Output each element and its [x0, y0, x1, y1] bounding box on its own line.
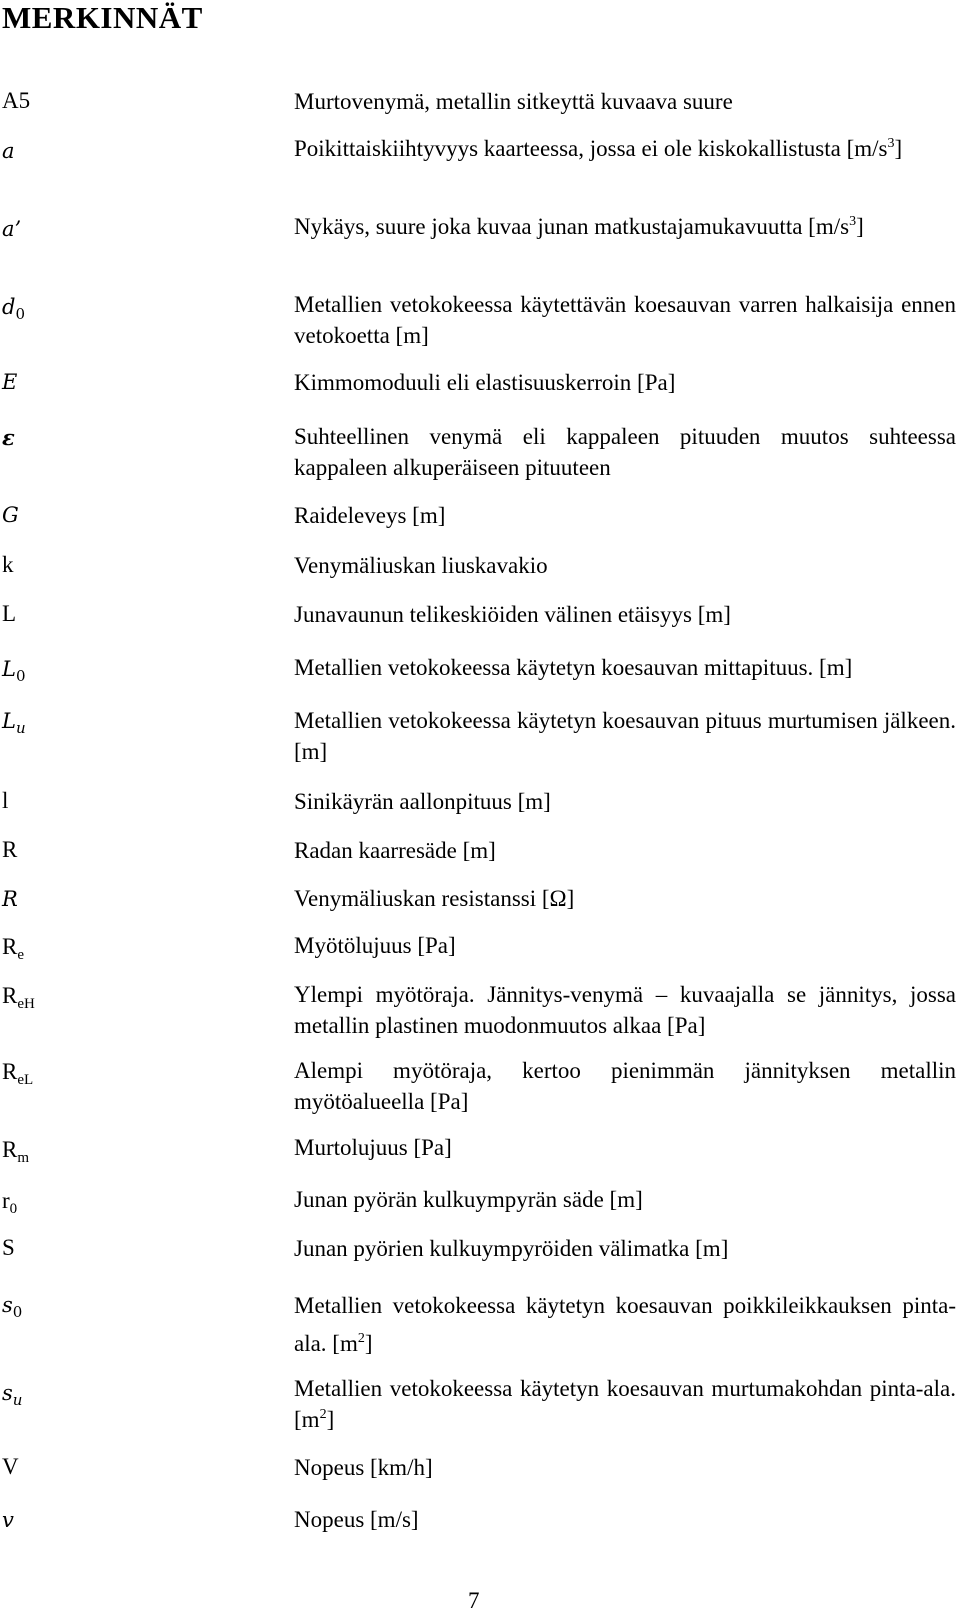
definition-reh: Ylempi myötöraja. Jännitys-venymä – kuvaajalla se jännitys, jossa metallin plastinen muodonmuutos alkaa [Pa]	[294, 982, 956, 1038]
definition-rm: Murtolujuus [Pa]	[294, 1135, 452, 1160]
definition-v-capital: Nopeus [km/h]	[294, 1455, 433, 1480]
symbol-a-prime: a’	[2, 217, 22, 241]
definition-a: Poikittaiskiihtyvyys kaarteessa, jossa ei ole kiskokallistusta $[m/s^3]$	[294, 136, 903, 161]
definition-d0: Metallien vetokokeessa käytettävän koesauvan varren halkaisija ennen vetokoetta [m]	[294, 292, 956, 348]
definition-s0: Metallien vetokokeessa käytetyn koesauvan poikkileikkauksen pinta-ala. $[m^2]$	[294, 1293, 956, 1356]
symbol-reh: $R_{eH}$	[2, 983, 35, 1012]
symbol-k: k	[2, 552, 14, 577]
definition-lu: Metallien vetokokeessa käytetyn koesauvan pituus murtumisen jälkeen. [m]	[294, 708, 956, 764]
symbol-rel: $R_{eL}$	[2, 1059, 34, 1088]
page-title: MERKINNÄT	[2, 0, 203, 35]
symbol-d0: $d_0$	[2, 295, 25, 323]
symbol-s0: $s_0$	[2, 1293, 23, 1321]
symbol-epsilon: ε	[2, 425, 15, 450]
definition-e: Kimmomoduuli eli elastisuuskerroin [Pa]	[294, 370, 676, 395]
symbol-rm: $R_m$	[2, 1137, 30, 1166]
definition-epsilon: Suhteellinen venymä eli kappaleen pituuden muutos suhteessa kappaleen alkuperäiseen pituuteen	[294, 424, 956, 480]
symbol-lu: $L_u$	[2, 709, 26, 737]
symbol-r-italic: R	[2, 887, 18, 911]
definition-rel: Alempi myötöraja, kertoo pienimmän jännityksen metallin myötöalueella [Pa]	[294, 1058, 956, 1114]
definition-a5: Murtovenymä, metallin sitkeyttä kuvaava suure	[294, 89, 733, 114]
symbol-re: $R_e$	[2, 934, 25, 963]
symbol-r0: $r_0$	[2, 1188, 18, 1217]
symbol-r: R	[2, 837, 18, 862]
definition-l-lower: Sinikäyrän aallonpituus [m]	[294, 789, 551, 814]
definition-v-lower: Nopeus [m/s]	[294, 1507, 419, 1532]
definition-k: Venymäliuskan liuskavakio	[294, 553, 548, 578]
symbol-l-capital: L	[2, 601, 17, 626]
definition-a-prime: Nykäys, suure joka kuvaa junan matkustajamukavuutta $[m/s^3]$	[294, 214, 864, 239]
symbol-v-capital: V	[2, 1454, 19, 1479]
symbol-s-capital: S	[2, 1235, 15, 1260]
symbol-su: $s_u$	[2, 1381, 23, 1409]
definition-su: Metallien vetokokeessa käytetyn koesauvan murtumakohdan pinta-ala. $[m^2]$	[294, 1376, 956, 1432]
symbol-v-lower: v	[2, 1508, 14, 1532]
definition-r-italic: Venymäliuskan resistanssi [Ω]	[294, 886, 575, 911]
definition-r0: Junan pyörän kulkuympyrän säde [m]	[294, 1187, 643, 1212]
definition-re: Myötölujuus [Pa]	[294, 933, 456, 958]
symbol-e: E	[2, 370, 18, 394]
definition-g: Raideleveys [m]	[294, 503, 446, 528]
symbol-a5: A5	[2, 88, 31, 113]
definition-l-capital: Junavaunun telikeskiöiden välinen etäisyys [m]	[294, 602, 731, 627]
symbol-a: a	[2, 139, 15, 163]
symbol-l-lower: l	[2, 788, 9, 813]
symbol-l0: $L_0$	[2, 657, 26, 685]
definition-s-capital: Junan pyörien kulkuympyröiden välimatka [m]	[294, 1236, 729, 1261]
definition-r: Radan kaarresäde [m]	[294, 838, 496, 863]
definition-l0: Metallien vetokokeessa käytetyn koesauvan mittapituus. [m]	[294, 655, 853, 680]
page-number: 7	[468, 1588, 480, 1613]
symbol-g: G	[2, 503, 19, 527]
